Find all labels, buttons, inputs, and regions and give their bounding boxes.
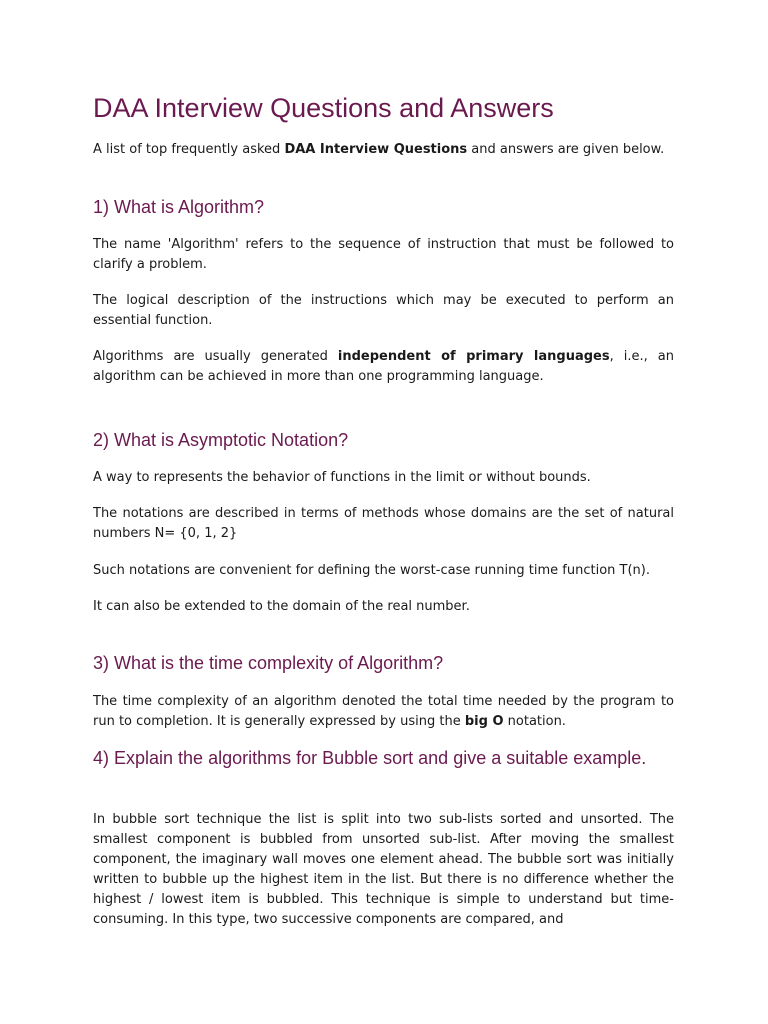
section-2-heading: 2) What is Asymptotic Notation? [93,430,349,450]
section-1-text-end: , i.e., an algorithm can be achieved in more than one programming language. [93,349,674,384]
section-1-bold-term: independent of primary languages [337,349,610,364]
intro-bold-term: DAA Interview Questions [284,142,468,157]
page-title: DAA Interview Questions and Answers [93,93,554,123]
section-2-paragraph-4: It can also be extended to the domain of the real number. [93,599,470,614]
section-2-paragraph-3: Such notations are convenient for defining the worst-case running time function T(n). [93,563,650,578]
intro-text-start: A list of top frequently asked [93,142,285,157]
section-3-paragraph-1 [93,692,674,732]
section-1-heading: 1) What is Algorithm? [93,197,265,217]
section-1-text-start: Algorithms are usually generated [93,349,338,364]
section-3-text-end: notation. [503,714,566,729]
section-2-paragraph-2: The notations are described in terms of methods whose domains are the set of natural numbers N= {0, 1, 2} [93,506,674,541]
section-1-paragraph-3 [93,347,674,387]
section-4-heading: 4) Explain the algorithms for Bubble sort and give a suitable example. [93,748,647,768]
section-3-text-start: The time complexity of an algorithm denoted the total time needed by the program to run to completion. It is generally expressed by using the [93,694,674,729]
section-3-heading: 3) What is the time complexity of Algorithm? [93,653,444,673]
section-4-paragraph-1: In bubble sort technique the list is split into two sub-lists sorted and unsorted. The smallest component is bubbled from unsorted sub-list. After moving the smallest component, the imaginary wall moves one element ahead. The bubble sort was initially written to bubble up the highest item in the list. But there is no difference whether the highest / lowest item is bubbled. This technique is simple to understand but time-consuming. In this type, two successive components are compared, and [93,812,674,927]
section-1-paragraph-2: The logical description of the instructions which may be executed to perform an essential function. [93,293,674,328]
intro-text-end: and answers are given below. [467,142,665,157]
section-1-paragraph-1: The name 'Algorithm' refers to the sequence of instruction that must be followed to clarify a problem. [93,237,674,272]
section-3-bold-term: big O [464,714,504,729]
intro-paragraph [93,140,674,160]
section-2-paragraph-1: A way to represents the behavior of functions in the limit or without bounds. [93,470,591,485]
